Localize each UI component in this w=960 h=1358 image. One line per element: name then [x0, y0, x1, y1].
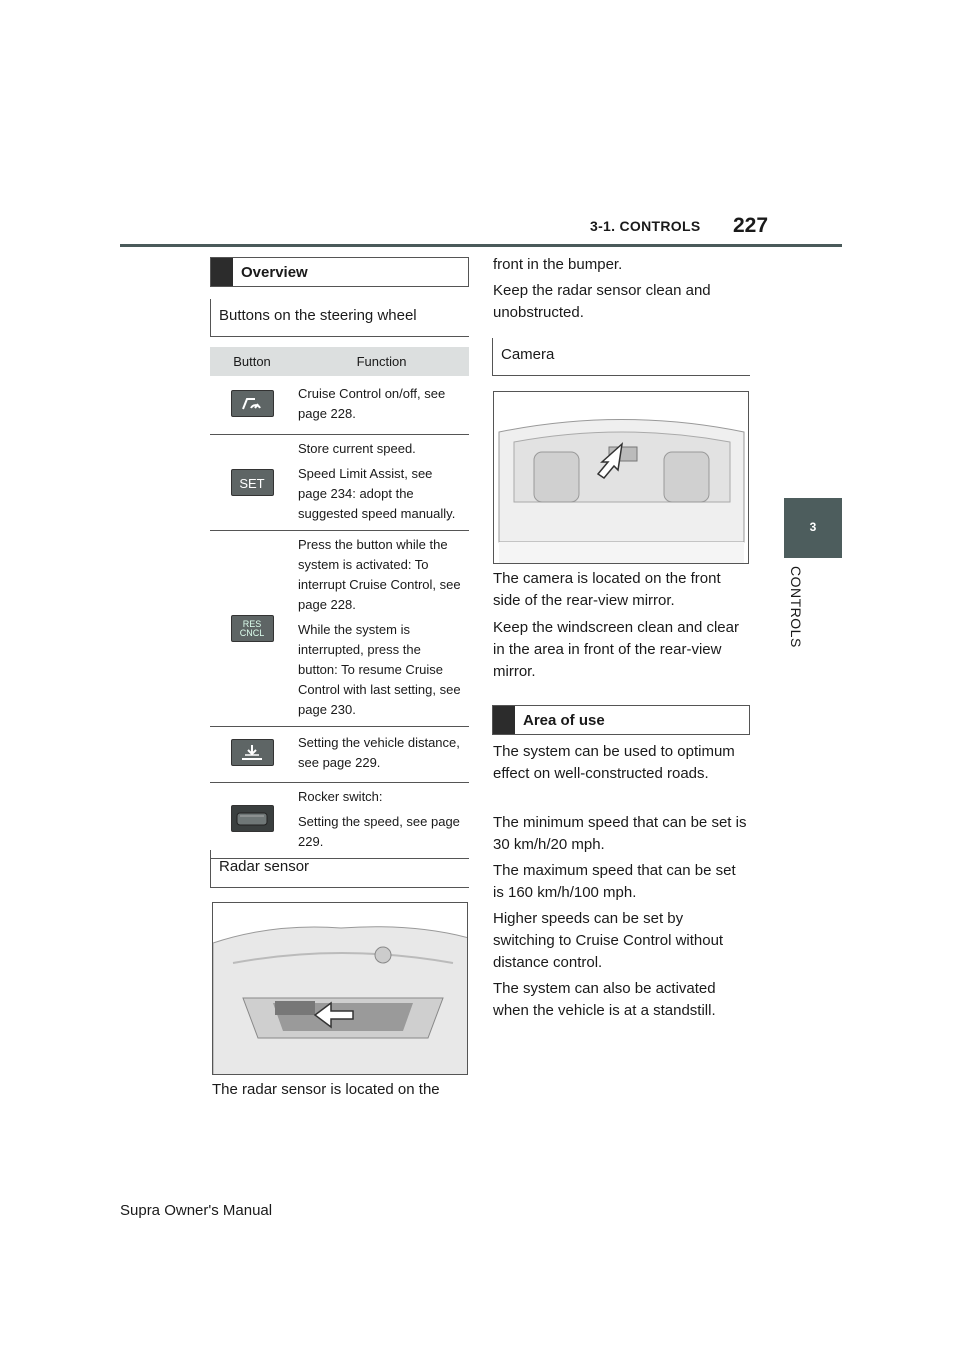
cruise-control-icon: [231, 390, 274, 417]
radar-text: The radar sensor is located on the: [212, 1081, 440, 1098]
function-text: Rocker switch:: [298, 788, 383, 804]
area-paragraph: The system can be used to optimum effect on well-constructed roads.: [493, 743, 735, 782]
function-text: Press the button while the system is activated: To interrupt Cruise Control, see page 228.: [298, 536, 461, 612]
radar-sensor-image: [212, 902, 468, 1075]
page-number: 227: [733, 214, 769, 237]
button-cell: [210, 434, 294, 530]
function-text: Cruise Control on/off, see page 228.: [298, 385, 446, 421]
function-cell: [294, 434, 469, 530]
rocker-switch-icon: [231, 805, 274, 832]
area-paragraph: The system can also be activated when the vehicle is at a standstill.: [493, 980, 716, 1019]
buttons-table-wrapper: [210, 347, 469, 859]
function-cell: [294, 782, 469, 858]
col-function-header: Function: [294, 347, 469, 376]
heading-marker: [211, 258, 233, 286]
function-cell: [294, 726, 469, 782]
res-cncl-key-icon: RES CNCL: [231, 615, 274, 642]
radar-text-continued: front in the bumper.: [493, 256, 623, 273]
buttons-table: [210, 347, 469, 859]
button-cell: [210, 782, 294, 858]
radar-keep-clean-text: Keep the radar sensor clean and unobstructed.: [493, 282, 711, 321]
table-row: [210, 434, 469, 530]
table-header-row: [210, 347, 469, 376]
col-button-header: Button: [210, 347, 294, 376]
overview-heading: [210, 257, 469, 287]
function-text: Setting the speed, see page 229.: [298, 813, 460, 849]
area-of-use-title: Area of use: [523, 711, 605, 729]
buttons-subheading: Buttons on the steering wheel: [210, 299, 469, 337]
distance-icon: [231, 739, 274, 766]
function-text: Store current speed.: [298, 440, 416, 456]
chapter-label: CONTROLS: [788, 566, 804, 648]
area-of-use-heading: [492, 705, 750, 735]
section-title: 3-1. CONTROLS: [590, 218, 701, 234]
table-row: [210, 530, 469, 726]
button-cell: [210, 376, 294, 434]
chapter-tab[interactable]: 3: [784, 498, 842, 558]
area-paragraph: The minimum speed that can be set is 30 km/h/20 mph.: [493, 814, 747, 853]
camera-image: [493, 391, 749, 564]
table-row: [210, 726, 469, 782]
table-row: [210, 782, 469, 858]
header-rule: [120, 244, 842, 247]
overview-title: Overview: [241, 263, 308, 281]
function-cell: [294, 376, 469, 434]
footer-text: Supra Owner's Manual: [120, 1202, 273, 1219]
function-text: Setting the vehicle distance, see page 229.: [298, 735, 460, 770]
heading-marker: [493, 706, 515, 734]
camera-text: The camera is located on the front side of the rear-view mirror.: [493, 570, 721, 609]
camera-subheading: Camera: [492, 338, 750, 376]
function-text: Speed Limit Assist, see page 234: adopt the suggested speed manually.: [298, 465, 456, 521]
button-cell: [210, 530, 294, 726]
button-cell: [210, 726, 294, 782]
function-cell: [294, 530, 469, 726]
radar-subheading: Radar sensor: [210, 850, 469, 888]
area-paragraph: Higher speeds can be set by switching to Cruise Control without distance control.: [493, 910, 724, 971]
table-row: [210, 376, 469, 434]
set-key-icon: SET: [231, 469, 274, 496]
area-paragraph: The maximum speed that can be set is 160 km/h/100 mph.: [493, 862, 736, 901]
function-text: While the system is interrupted, press the button: To resume Cruise Control with last setting, see page 230.: [298, 621, 461, 717]
camera-keep-clean-text: Keep the windscreen clean and clear in the area in front of the rear-view mirror.: [493, 619, 739, 680]
